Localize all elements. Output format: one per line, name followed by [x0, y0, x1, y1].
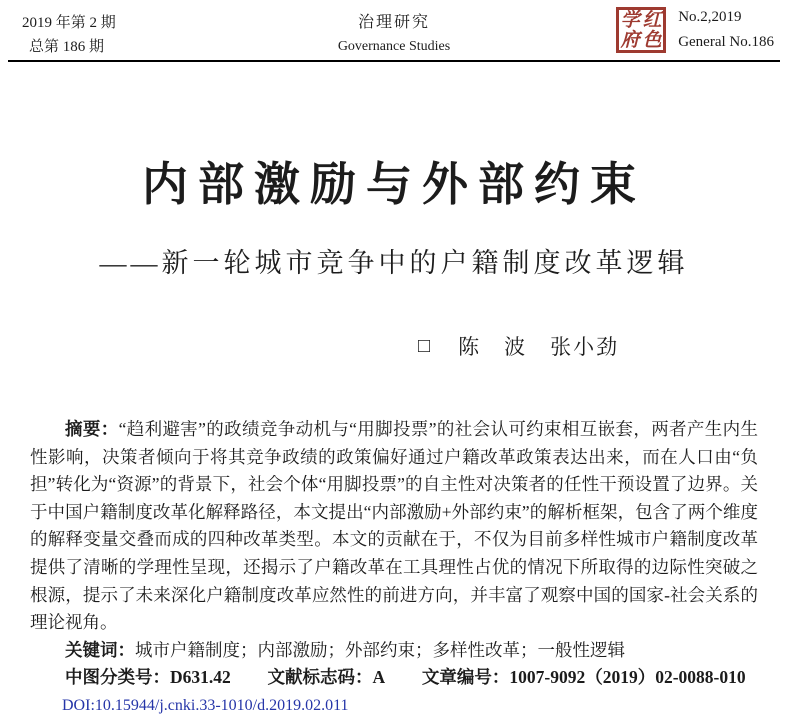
doc-code-pair	[268, 667, 386, 687]
classification-line	[30, 664, 758, 692]
doc-code-value: A	[372, 667, 386, 688]
keywords-paragraph	[30, 637, 758, 665]
article-id-pair	[422, 667, 746, 687]
journal-seal-logo	[616, 7, 666, 53]
issue-en-line: No.2,2019	[678, 9, 742, 25]
issue-en-block	[678, 5, 774, 55]
doi-line: DOI:10.15944/j.cnki.33-1010/d.2019.02.011	[62, 696, 349, 714]
doc-code-label: 文献标志码：	[267, 667, 373, 688]
issue-cn-line: 2019 年第 2 期	[22, 15, 116, 31]
author-line	[418, 331, 619, 361]
seal-char-bottom-right: 色	[642, 28, 662, 51]
abstract-paragraph	[30, 416, 758, 637]
seal-char-top-right: 红	[642, 8, 662, 31]
abstract-label: 摘要：	[65, 419, 119, 439]
clc-value: D631.42	[170, 667, 231, 688]
article-id-value: 1007-9092（2019）02-0088-010	[509, 667, 746, 688]
journal-name-en: Governance Studies	[337, 39, 451, 54]
keywords-text: 城市户籍制度；内部激励；外部约束；多样性改革；一般性逻辑	[135, 639, 625, 660]
cumulative-issue-en-line: General No.186	[678, 34, 774, 50]
article-title: 内部激励与外部约束	[142, 158, 646, 210]
seal-char-bottom-left: 府	[620, 28, 640, 51]
author-names: 陈 波 张小劲	[458, 335, 620, 359]
article-subtitle: ——新一轮城市竞争中的户籍制度改革逻辑	[99, 248, 689, 278]
author-square-marker: □	[418, 334, 433, 357]
article-id-label: 文章编号：	[421, 667, 510, 688]
cumulative-issue-cn-line: 总第 186 期	[29, 39, 105, 55]
clc-label: 中图分类号：	[65, 667, 170, 688]
keywords-label: 关键词：	[65, 639, 135, 660]
header-divider-rule	[8, 60, 780, 62]
seal-char-top-left: 学	[620, 8, 640, 31]
journal-issue-right	[616, 5, 774, 55]
abstract-text: “趋利避害”的政绩竞争动机与“用脚投票”的社会认可约束相互嵌套，两者产生内生性影响，决策者倾向于将其竞争政绩的政策偏好通过户籍改革政策表达出来，而在人口由“负担”转化为“资源”的背景下，社会个体“用脚投票”的自主性对决策者的任性干预设置了边界。关于中国户籍制度改革化解释路径，本文提出“内部激励+外部约束”的解析框架，包含了两个维度的解释变量交叠而成的四种改革类型。本文的贡献在于，不仅为目前多样性城市户籍制度改革提供了清晰的学理性呈现，还揭示了户籍改革在工具理性占优的情况下所取得的边际性突破之根源，提示了未来深化户籍制度改革应然性的前进方向，并丰富了观察中国的国家-社会关系的理论视角。	[30, 419, 759, 633]
front-matter	[30, 416, 758, 720]
clc-pair	[65, 667, 231, 687]
journal-name-cn: 治理研究	[357, 14, 430, 31]
